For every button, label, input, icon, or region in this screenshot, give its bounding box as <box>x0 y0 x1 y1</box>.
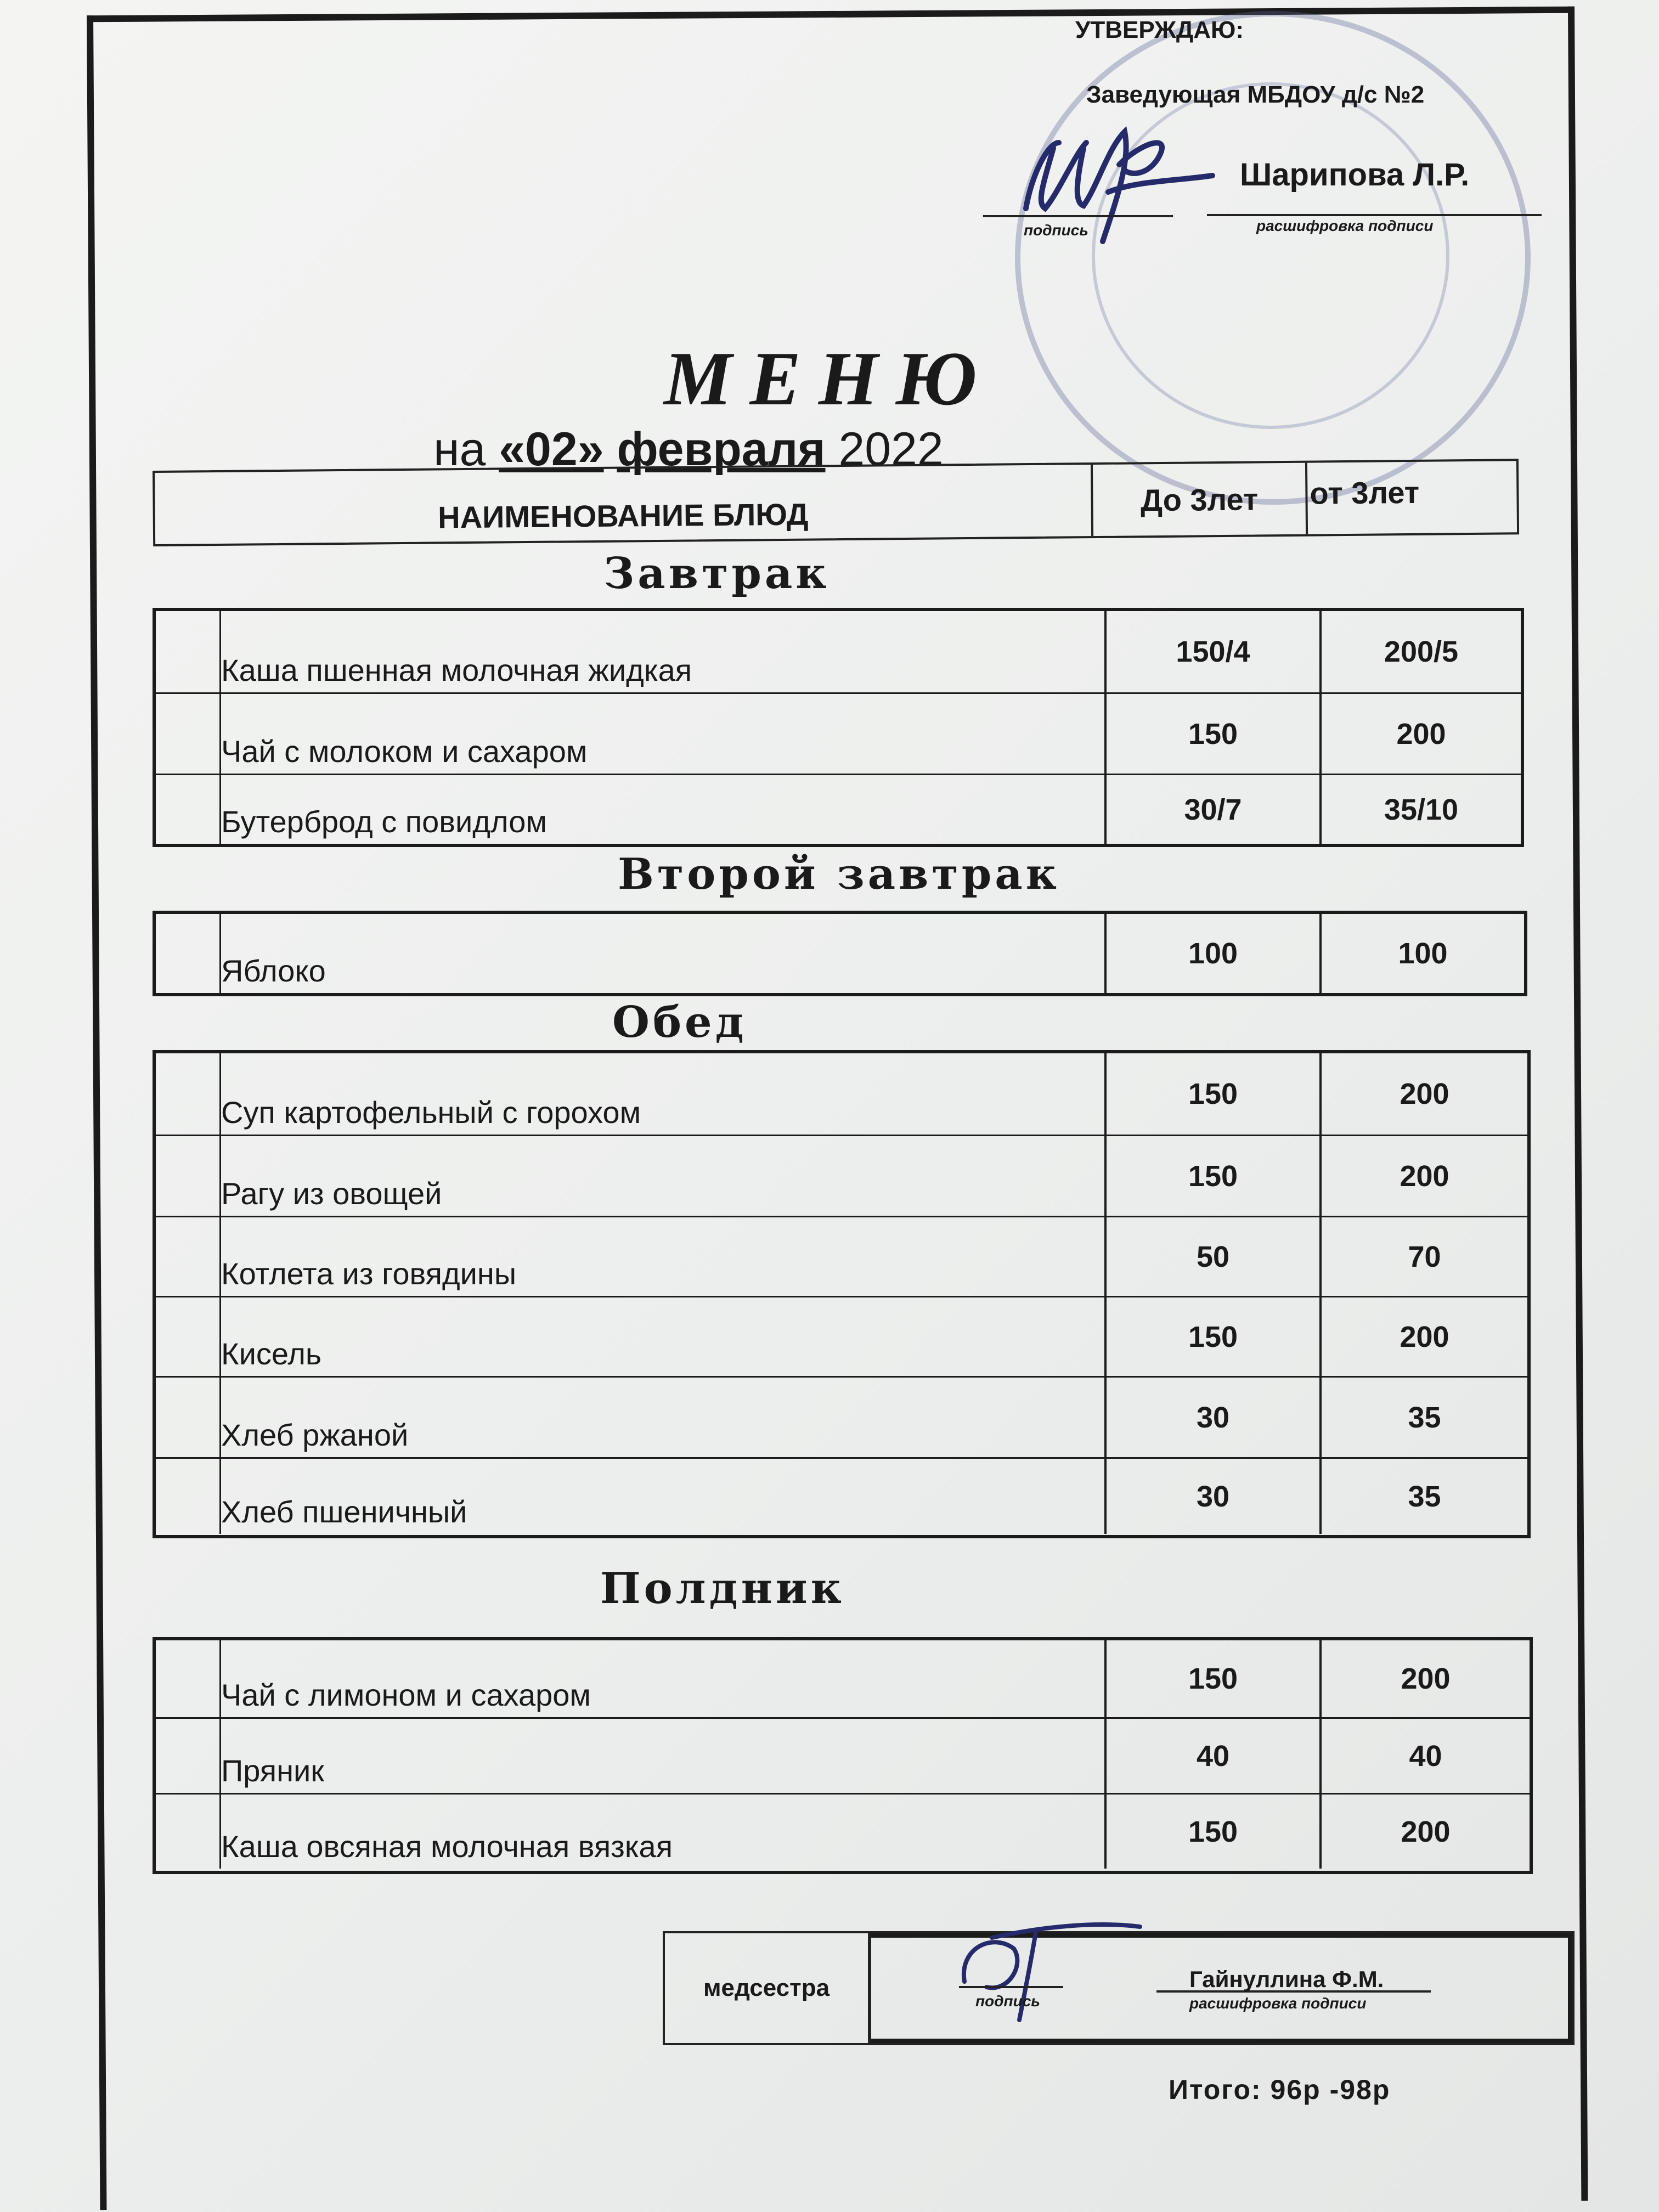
nurse-signature-line <box>959 1986 1063 1988</box>
approval-position: Заведующая МБДОУ д/с №2 <box>1086 81 1425 108</box>
date-month: февраля <box>617 423 826 476</box>
portion-under-3: 150/4 <box>1107 611 1322 692</box>
total-cost: Итого: 96р -98р <box>1169 2074 1391 2105</box>
section-title-snack: Полдник <box>600 1564 845 1613</box>
dish-name: Кисель <box>221 1297 1107 1376</box>
table-row <box>156 1216 1527 1296</box>
date-prefix: на <box>433 423 499 476</box>
dish-name: Чай с лимоном и сахаром <box>221 1640 1107 1717</box>
approval-title: УТВЕРЖДАЮ: <box>1075 16 1244 43</box>
director-signature-caption: подпись <box>1024 222 1088 239</box>
portion-under-3: 150 <box>1107 1136 1322 1216</box>
approval-name: Шарипова Л.Р. <box>1240 157 1470 193</box>
nurse-signature-block <box>663 1931 1575 2045</box>
portion-under-3: 30 <box>1107 1459 1322 1534</box>
portion-under-3: 40 <box>1107 1719 1322 1793</box>
dish-name: Хлеб ржаной <box>221 1378 1107 1457</box>
table-header <box>153 459 1519 546</box>
portion-under-3: 50 <box>1107 1217 1322 1296</box>
table-row <box>156 1296 1527 1376</box>
portion-over-3: 200/5 <box>1384 635 1459 668</box>
table-row <box>156 1053 1527 1135</box>
portion-under-3: 100 <box>1107 914 1322 993</box>
portion-over-3: 200 <box>1400 1320 1449 1353</box>
portion-under-3: 150 <box>1107 1640 1322 1717</box>
nurse-role: медсестра <box>665 1933 871 2043</box>
nurse-decode-caption: расшифровка подписи <box>1189 1995 1367 2012</box>
table-row <box>156 1793 1530 1869</box>
portion-over-3: 100 <box>1398 937 1448 970</box>
table-row <box>156 1717 1530 1793</box>
portion-under-3: 150 <box>1107 1053 1322 1135</box>
portion-over-3: 200 <box>1396 717 1446 751</box>
director-signature <box>993 110 1223 263</box>
nurse-signature-caption: подпись <box>975 1993 1040 2010</box>
date-year: 2022 <box>838 423 944 476</box>
header-under-3: До 3лет <box>1093 463 1308 536</box>
portion-over-3: 200 <box>1401 1815 1451 1848</box>
table-row <box>156 1457 1527 1534</box>
second-breakfast-table <box>153 911 1527 996</box>
dish-name: Яблоко <box>221 914 1107 993</box>
section-title-breakfast: Завтрак <box>603 549 830 599</box>
portion-over-3: 200 <box>1401 1662 1451 1695</box>
director-signature-line <box>983 215 1173 217</box>
page-title: МЕНЮ <box>664 336 995 421</box>
table-row <box>156 1376 1527 1457</box>
portion-under-3: 150 <box>1107 1297 1322 1376</box>
portion-under-3: 30/7 <box>1107 775 1322 844</box>
lunch-table <box>153 1050 1531 1538</box>
table-row <box>156 774 1521 844</box>
section-title-second-breakfast: Второй завтрак <box>618 849 1060 899</box>
breakfast-table <box>153 608 1524 847</box>
nurse-signature-area <box>871 1933 1572 2043</box>
dish-name: Бутерброд с повидлом <box>221 775 1107 844</box>
table-row <box>156 1135 1527 1216</box>
dish-name: Чай с молоком и сахаром <box>221 694 1107 774</box>
dish-name: Суп картофельный с горохом <box>221 1053 1107 1135</box>
dish-name: Пряник <box>221 1719 1107 1793</box>
portion-under-3: 150 <box>1107 694 1322 774</box>
date-day: «02» <box>499 423 604 476</box>
nurse-name: Гайнуллина Ф.М. <box>1189 1966 1384 1992</box>
director-decode-caption: расшифровка подписи <box>1256 217 1434 234</box>
section-title-lunch: Обед <box>612 997 747 1047</box>
table-row <box>156 611 1521 692</box>
portion-over-3: 35 <box>1408 1480 1441 1513</box>
snack-table <box>153 1637 1533 1874</box>
portion-over-3: 35/10 <box>1384 793 1459 826</box>
dish-name: Котлета из говядины <box>221 1217 1107 1296</box>
dish-name: Рагу из овощей <box>221 1136 1107 1216</box>
header-dish-name: НАИМЕНОВАНИЕ БЛЮД <box>155 465 1093 544</box>
dish-name: Каша пшенная молочная жидкая <box>221 611 1107 692</box>
table-row <box>156 692 1521 774</box>
director-decode-line <box>1207 214 1542 216</box>
portion-over-3: 200 <box>1400 1077 1449 1110</box>
portion-over-3: 40 <box>1409 1739 1442 1773</box>
portion-over-3: 35 <box>1408 1401 1441 1434</box>
portion-under-3: 150 <box>1107 1795 1322 1869</box>
dish-name: Хлеб пшеничный <box>221 1459 1107 1534</box>
table-row <box>156 1640 1530 1717</box>
table-row <box>156 914 1524 993</box>
dish-name: Каша овсяная молочная вязкая <box>221 1795 1107 1869</box>
header-over-3: от 3лет <box>1310 475 1420 511</box>
portion-under-3: 30 <box>1107 1378 1322 1457</box>
portion-over-3: 70 <box>1408 1240 1441 1273</box>
portion-over-3: 200 <box>1400 1159 1449 1193</box>
